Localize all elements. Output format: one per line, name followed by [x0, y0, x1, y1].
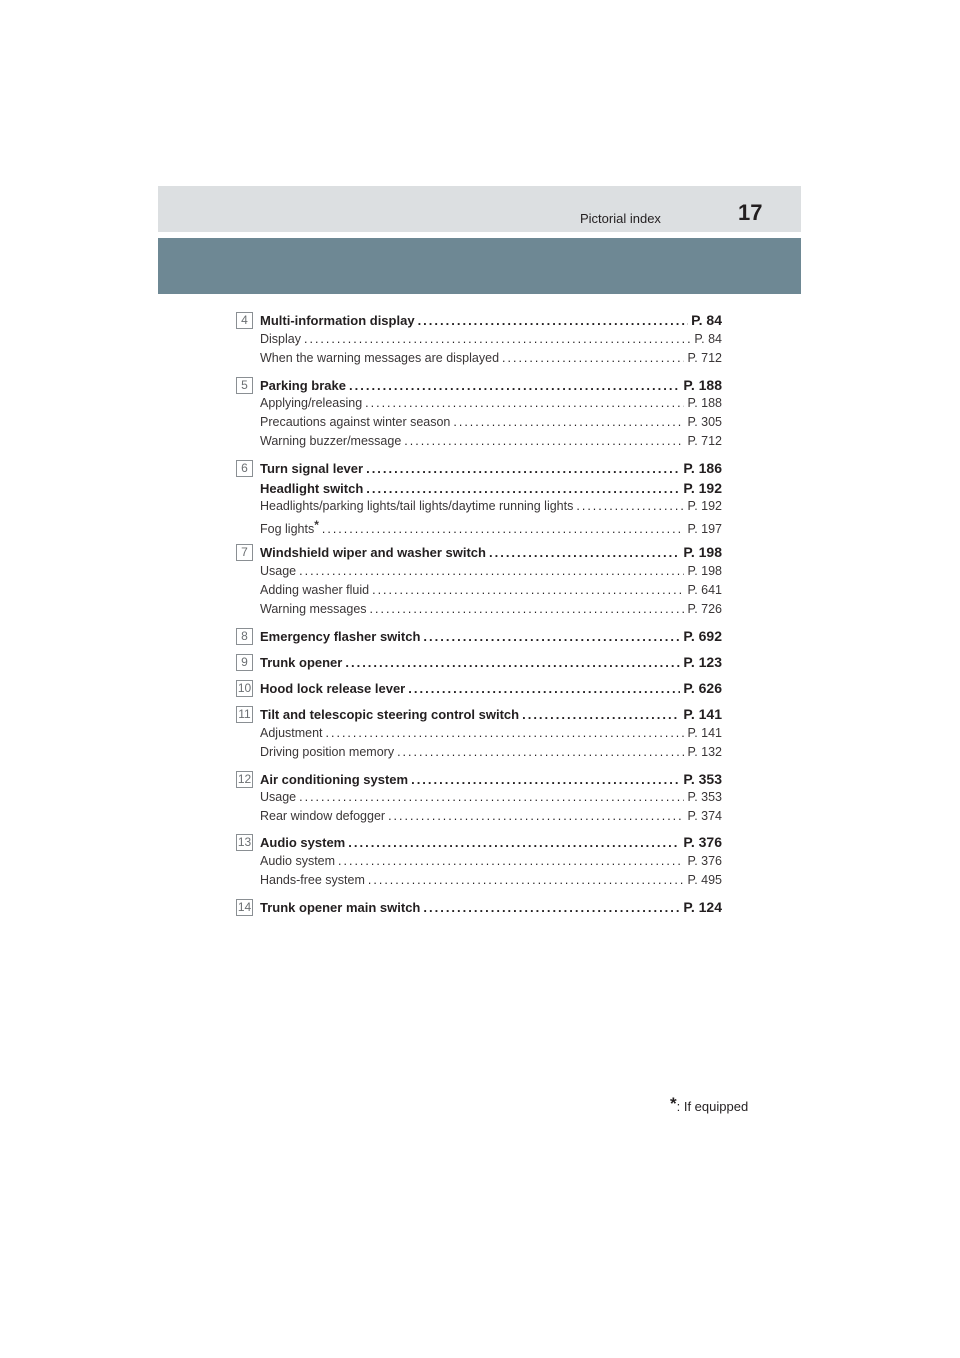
- entry-label-text: Display: [260, 332, 301, 346]
- index-subentry[interactable]: [260, 518, 722, 536]
- page-reference[interactable]: P. 132: [687, 745, 722, 759]
- callout-number-badge: 6: [236, 460, 253, 477]
- callout-number-badge: 5: [236, 377, 253, 394]
- page-reference[interactable]: P. 192: [687, 499, 722, 513]
- callout-number-badge: 4: [236, 312, 253, 329]
- entry-label: [260, 873, 365, 887]
- entry-label-text: When the warning messages are displayed: [260, 351, 500, 365]
- dot-leader: [489, 545, 680, 560]
- page-reference[interactable]: P. 141: [687, 726, 722, 740]
- dot-leader: [326, 726, 685, 740]
- page-reference[interactable]: P. 626: [683, 680, 722, 696]
- entry-label: [260, 351, 499, 365]
- entry-label: [260, 745, 394, 759]
- dot-leader: [370, 602, 685, 616]
- entry-label-text: Trunk opener main switch: [260, 900, 421, 915]
- dot-leader: [348, 835, 680, 850]
- entry-label-text: Warning buzzer/message: [260, 434, 402, 448]
- entry-label-text: Adding washer fluid: [260, 583, 370, 597]
- callout-number-badge: 12: [237, 772, 252, 786]
- entry-label: [260, 726, 323, 740]
- page-reference[interactable]: P. 188: [687, 396, 722, 410]
- dot-leader: [418, 313, 689, 328]
- footnote: [670, 1094, 748, 1114]
- entry-label: [260, 809, 385, 823]
- section-title: Pictorial index: [580, 211, 661, 226]
- dot-leader: [366, 481, 680, 496]
- entry-label-text: Adjustment: [260, 726, 323, 740]
- page-reference[interactable]: P. 186: [683, 460, 722, 476]
- entry-label-text: Turn signal lever: [260, 461, 364, 476]
- page-reference[interactable]: P. 123: [683, 654, 722, 670]
- page-reference[interactable]: P. 712: [687, 434, 722, 448]
- if-equipped-asterisk: *: [314, 518, 319, 532]
- index-entry[interactable]: [260, 312, 722, 328]
- index-entry[interactable]: [260, 680, 722, 696]
- dot-leader: [322, 522, 685, 536]
- entry-label: [260, 518, 319, 536]
- footnote-text: : If equipped: [676, 1099, 749, 1114]
- dot-leader: [349, 378, 680, 393]
- dot-leader: [372, 583, 684, 597]
- entry-label-text: Headlight switch: [260, 481, 364, 496]
- dot-leader: [368, 873, 685, 887]
- entry-label: [260, 655, 342, 670]
- page-reference[interactable]: P. 726: [687, 602, 722, 616]
- page-reference[interactable]: P. 198: [687, 564, 722, 578]
- entry-label: [260, 900, 420, 915]
- index-subentry[interactable]: [260, 602, 722, 616]
- dot-leader: [404, 434, 684, 448]
- dot-leader: [299, 564, 684, 578]
- page-reference[interactable]: P. 124: [683, 899, 722, 915]
- index-entry[interactable]: [260, 460, 722, 476]
- entry-label: [260, 790, 296, 804]
- entry-label-text: Fog lights: [260, 522, 315, 536]
- entry-label: [260, 564, 296, 578]
- page-reference[interactable]: P. 495: [687, 873, 722, 887]
- entry-label-text: Parking brake: [260, 378, 346, 393]
- entry-label-text: Precautions against winter season: [260, 415, 451, 429]
- dot-leader: [365, 396, 684, 410]
- callout-number-badge: 7: [236, 544, 253, 561]
- page-reference[interactable]: P. 353: [683, 771, 722, 787]
- entry-label-text: Applying/releasing: [260, 396, 363, 410]
- index-subentry[interactable]: [260, 396, 722, 410]
- entry-label-text: Multi-information display: [260, 313, 415, 328]
- entry-label: [260, 378, 346, 393]
- callout-number-badge: 14: [237, 900, 252, 914]
- callout-number-badge: 9: [236, 654, 253, 671]
- index-subentry[interactable]: [260, 583, 722, 597]
- entry-label: [260, 854, 335, 868]
- dot-leader: [388, 809, 684, 823]
- index-subentry[interactable]: [260, 434, 722, 448]
- entry-label-text: Usage: [260, 564, 297, 578]
- dot-leader: [411, 772, 680, 787]
- page-reference[interactable]: P. 192: [683, 480, 722, 496]
- entry-label: [260, 681, 405, 696]
- page-reference[interactable]: P. 188: [683, 377, 722, 393]
- entry-label: [260, 772, 408, 787]
- entry-label-text: Windshield wiper and washer switch: [260, 545, 486, 560]
- page-reference[interactable]: P. 197: [687, 522, 722, 536]
- page-reference[interactable]: P. 376: [687, 854, 722, 868]
- page-reference[interactable]: P. 712: [687, 351, 722, 365]
- index-entry[interactable]: [260, 771, 722, 787]
- entry-label-text: Warning messages: [260, 602, 367, 616]
- entry-label: [260, 602, 367, 616]
- page-reference[interactable]: P. 374: [687, 809, 722, 823]
- entry-label-text: Hood lock release lever: [260, 681, 406, 696]
- page-reference[interactable]: P. 692: [683, 628, 722, 644]
- entry-label-text: Driving position memory: [260, 745, 395, 759]
- dot-leader: [345, 655, 680, 670]
- index-subentry[interactable]: [260, 809, 722, 823]
- entry-label: [260, 499, 573, 513]
- entry-label-text: Hands-free system: [260, 873, 365, 887]
- index-entry[interactable]: [260, 834, 722, 850]
- callout-number-badge: 11: [236, 706, 253, 723]
- index-entry[interactable]: [260, 480, 722, 496]
- index-entry[interactable]: [260, 544, 722, 560]
- entry-label: [260, 583, 369, 597]
- callout-number-badge: 10: [237, 681, 252, 695]
- entry-label: [260, 481, 363, 496]
- page-reference[interactable]: P. 353: [687, 790, 722, 804]
- page-reference[interactable]: P. 198: [683, 544, 722, 560]
- index-entry[interactable]: [260, 899, 722, 915]
- dot-leader: [397, 745, 684, 759]
- entry-label: [260, 332, 301, 346]
- dot-leader: [338, 854, 684, 868]
- entry-label-text: Emergency flasher switch: [260, 629, 421, 644]
- entry-label: [260, 545, 486, 560]
- dot-leader: [423, 629, 680, 644]
- index-subentry[interactable]: [260, 873, 722, 887]
- page-number: 17: [738, 200, 763, 225]
- dot-leader: [366, 461, 680, 476]
- callout-number-badge: 13: [237, 835, 252, 849]
- page-reference[interactable]: P. 641: [687, 583, 722, 597]
- entry-label-text: Tilt and telescopic steering control switch: [260, 707, 520, 722]
- entry-label: [260, 835, 345, 850]
- dot-leader: [423, 900, 680, 915]
- index-subentry[interactable]: [260, 332, 722, 346]
- dot-leader: [304, 332, 691, 346]
- entry-label: [260, 415, 450, 429]
- entry-label-text: Audio system: [260, 854, 336, 868]
- entry-label-text: Trunk opener: [260, 655, 343, 670]
- index-entry[interactable]: [260, 654, 722, 670]
- dot-leader: [502, 351, 684, 365]
- footnote-symbol: *: [670, 1094, 677, 1113]
- dot-leader: [408, 681, 680, 696]
- page-reference[interactable]: P. 376: [683, 834, 722, 850]
- index-subentry[interactable]: [260, 499, 722, 513]
- index-subentry[interactable]: [260, 745, 722, 759]
- index-subentry[interactable]: [260, 564, 722, 578]
- index-subentry[interactable]: [260, 790, 722, 804]
- entry-label-text: Audio system: [260, 835, 346, 850]
- index-subentry[interactable]: [260, 351, 722, 365]
- entry-label-text: Usage: [260, 790, 297, 804]
- page-reference[interactable]: P. 84: [691, 312, 722, 328]
- page-reference[interactable]: P. 141: [683, 706, 722, 722]
- dot-leader: [299, 790, 684, 804]
- entry-label: [260, 461, 363, 476]
- index-subentry[interactable]: [260, 726, 722, 740]
- index-entry[interactable]: [260, 628, 722, 644]
- page-reference[interactable]: P. 84: [694, 332, 722, 346]
- page-reference[interactable]: P. 305: [687, 415, 722, 429]
- entry-label-text: Headlights/parking lights/tail lights/daytime running lights: [260, 499, 574, 513]
- dot-leader: [522, 707, 680, 722]
- index-entry[interactable]: [260, 377, 722, 393]
- entry-label: [260, 396, 362, 410]
- dot-leader: [576, 499, 684, 513]
- dot-leader: [453, 415, 684, 429]
- callout-number-badge: 8: [236, 628, 253, 645]
- index-entry[interactable]: [260, 706, 722, 722]
- entry-label: [260, 707, 519, 722]
- index-subentry[interactable]: [260, 854, 722, 868]
- entry-label: [260, 434, 401, 448]
- entry-label: [260, 313, 415, 328]
- entry-label-text: Air conditioning system: [260, 772, 409, 787]
- entry-label-text: Rear window defogger: [260, 809, 386, 823]
- index-subentry[interactable]: [260, 415, 722, 429]
- entry-label: [260, 629, 420, 644]
